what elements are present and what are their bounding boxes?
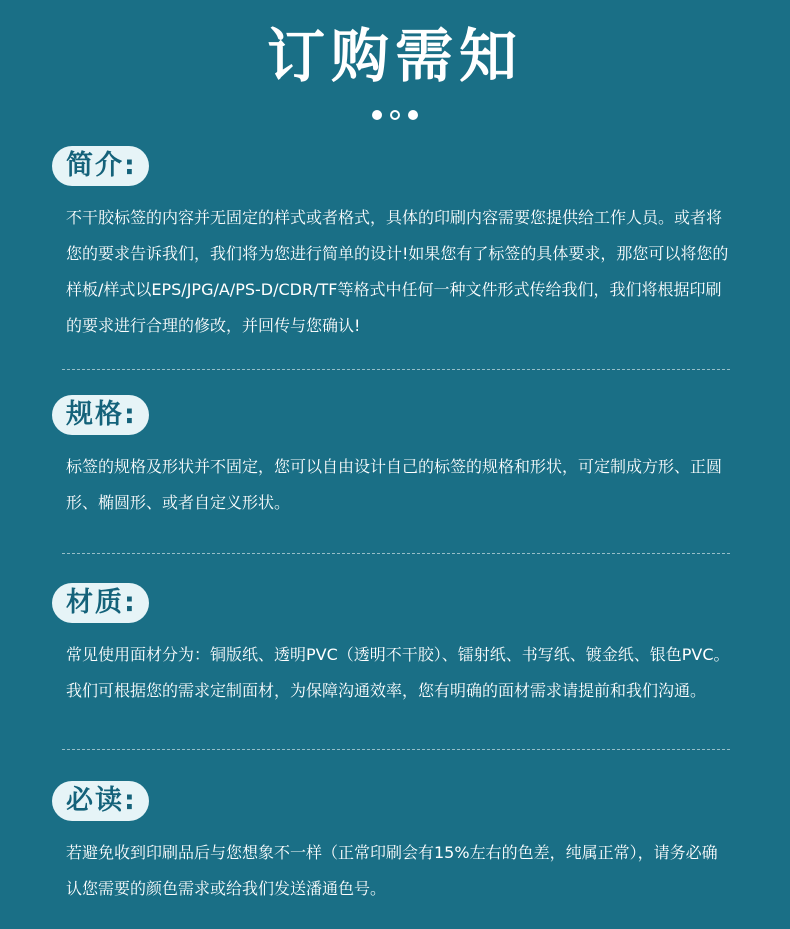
section-material xyxy=(52,583,732,709)
section-text-notice: 若避免收到印刷品后与您想象不一样（正常印刷会有15%左右的色差，纯属正常），请务必确认您需要的颜色需求或给我们发送潘通色号。 xyxy=(66,843,718,898)
dot-icon xyxy=(408,110,418,120)
section-intro xyxy=(52,146,732,344)
dashed-divider xyxy=(62,369,730,370)
section-notice xyxy=(52,781,732,907)
section-heading-material: 材质: xyxy=(52,583,149,623)
section-text-spec: 标签的规格及形状并不固定，您可以自由设计自己的标签的规格和形状，可定制成方形、正圆形、椭圆形、或者自定义形状。 xyxy=(66,457,723,512)
dot-icon xyxy=(372,110,382,120)
hollow-dot-icon xyxy=(390,110,400,120)
dashed-divider xyxy=(62,553,730,554)
section-heading-intro: 简介: xyxy=(52,146,149,186)
section-heading-spec: 规格: xyxy=(52,395,149,435)
section-spec xyxy=(52,395,732,521)
section-heading-notice: 必读: xyxy=(52,781,149,821)
dashed-divider xyxy=(62,749,730,750)
section-text-intro: 不干胶标签的内容并无固定的样式或者格式，具体的印刷内容需要您提供给工作人员。或者将您的要求告诉我们，我们将为您进行简单的设计!如果您有了标签的具体要求，那您可以将您的样板/样式以EPS/JPG/A/PS-D/CDR/TF等格式中任何一种文件形式传给我们，我们将根据印刷的要求进行合理的修改，并回传与您确认! xyxy=(66,208,729,335)
page-title: 订购需知 xyxy=(266,22,523,90)
decorative-dots xyxy=(0,110,790,120)
section-text-material: 常见使用面材分为：铜版纸、透明PVC（透明不干胶）、镭射纸、书写纸、镀金纸、银色PVC。我们可根据您的需求定制面材，为保障沟通效率，您有明确的面材需求请提前和我们沟通。 xyxy=(66,645,730,700)
